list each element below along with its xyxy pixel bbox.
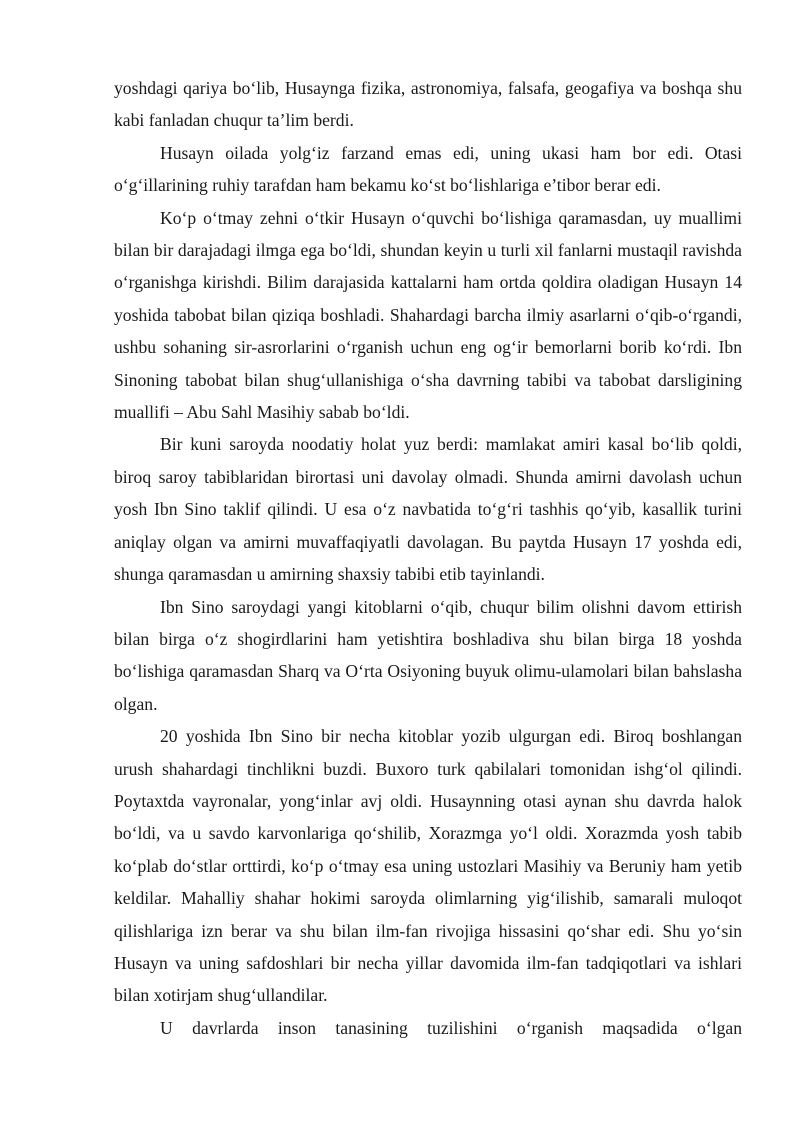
paragraph-continued: yoshdagi qariya bo‘lib, Husaynga fizika, astronomiya, falsafa, geogafiya va boshqa shu kabi fanladan chuqur ta’lim berdi. [114, 78, 742, 131]
paragraph-amir-healing: Bir kuni saroyda noodatiy holat yuz berdi: mamlakat amiri kasal bo‘lib qoldi, biroq saroy tabiblaridan birortasi uni davolay olmadi. Shunda amirni davolash uchun yosh Ibn Sino taklif qilindi. U esa o‘z navbatida to‘g‘ri tashhis qo‘yib, kasallik turini aniqlay olgan va amirni muvaffaqiyatli davolagan. Bu paytda Husayn 17 yoshda edi, shunga qaramasdan u amirning shaxsiy tabibi etib tayinlandi. [114, 434, 742, 585]
paragraph-court-library: Ibn Sino saroydagi yangi kitoblarni o‘qib, chuqur bilim olishni davom ettirish bilan birga o‘z shogirdlarini ham yetishtira boshladiva shu bilan birga 18 yoshda bo‘lishiga qaramasdan Sharq va O‘rta Osiyoning buyuk olimu-ulamolari bilan bahslasha olgan. [114, 596, 742, 714]
paragraph-early-studies: Ko‘p o‘tmay zehni o‘tkir Husayn o‘quvchi bo‘lishiga qaramasdan, uy muallimi bilan bir darajadagi ilmga ega bo‘ldi, shundan keyin u turli xil fanlarni mustaqil ravishda o‘rganishga kirishdi. Bilim darajasida kattalarni ham ortda qoldira oladigan Husayn 14 yoshida tabobat bilan qiziqa boshladi. Shahardagi barcha ilmiy asarlarni o‘qib-o‘rgandi, ushbu sohaning sir-asrorlarini o‘rganish uchun eng og‘ir bemorlarni borib ko‘rdi. Ibn Sinoning tabobat bilan shug‘ullanishiga o‘sha davrning tabibi va tabobat darsligining muallifi – Abu Sahl Masihiy sabab bo‘ldi. [114, 207, 742, 423]
paragraph-family: Husayn oilada yolg‘iz farzand emas edi, uning ukasi ham bor edi. Otasi o‘g‘illarining ruhiy tarafdan ham bekamu ko‘st bo‘lishlariga e’tibor berar edi. [114, 142, 742, 196]
paragraph-war-and-khorezm: 20 yoshida Ibn Sino bir necha kitoblar yozib ulgurgan edi. Biroq boshlangan urush shahardagi tinchlikni buzdi. Buxoro turk qabilalari tomonidan ishg‘ol qilindi. Poytaxtda vayronalar, yong‘inlar avj oldi. Husaynning otasi aynan shu davrda halok bo‘ldi, va u savdo karvonlariga qo‘shilib, Xorazmga yo‘l oldi. Xorazmda yosh tabib ko‘plab do‘stlar orttirdi, ko‘p o‘tmay esa uning ustozlari Masihiy va Beruniy ham yetib keldilar. Mahalliy shahar hokimi saroyda olimlarning yig‘ilishib, samarali muloqot qilishlariga izn berar va shu bilan ilm-fan rivojiga hissasini qo‘shar edi. Shu yo‘sin Husayn va uning safdoshlari bir necha yillar davomida ilm-fan tadqiqotlari va ishlari bilan xotirjam shug‘ullandilar. [114, 726, 742, 1006]
paragraph-anatomy-start: U davrlarda inson tanasining tuzilishini o‘rganish maqsadida o‘lgan [160, 1017, 742, 1038]
text-body [114, 72, 742, 1044]
